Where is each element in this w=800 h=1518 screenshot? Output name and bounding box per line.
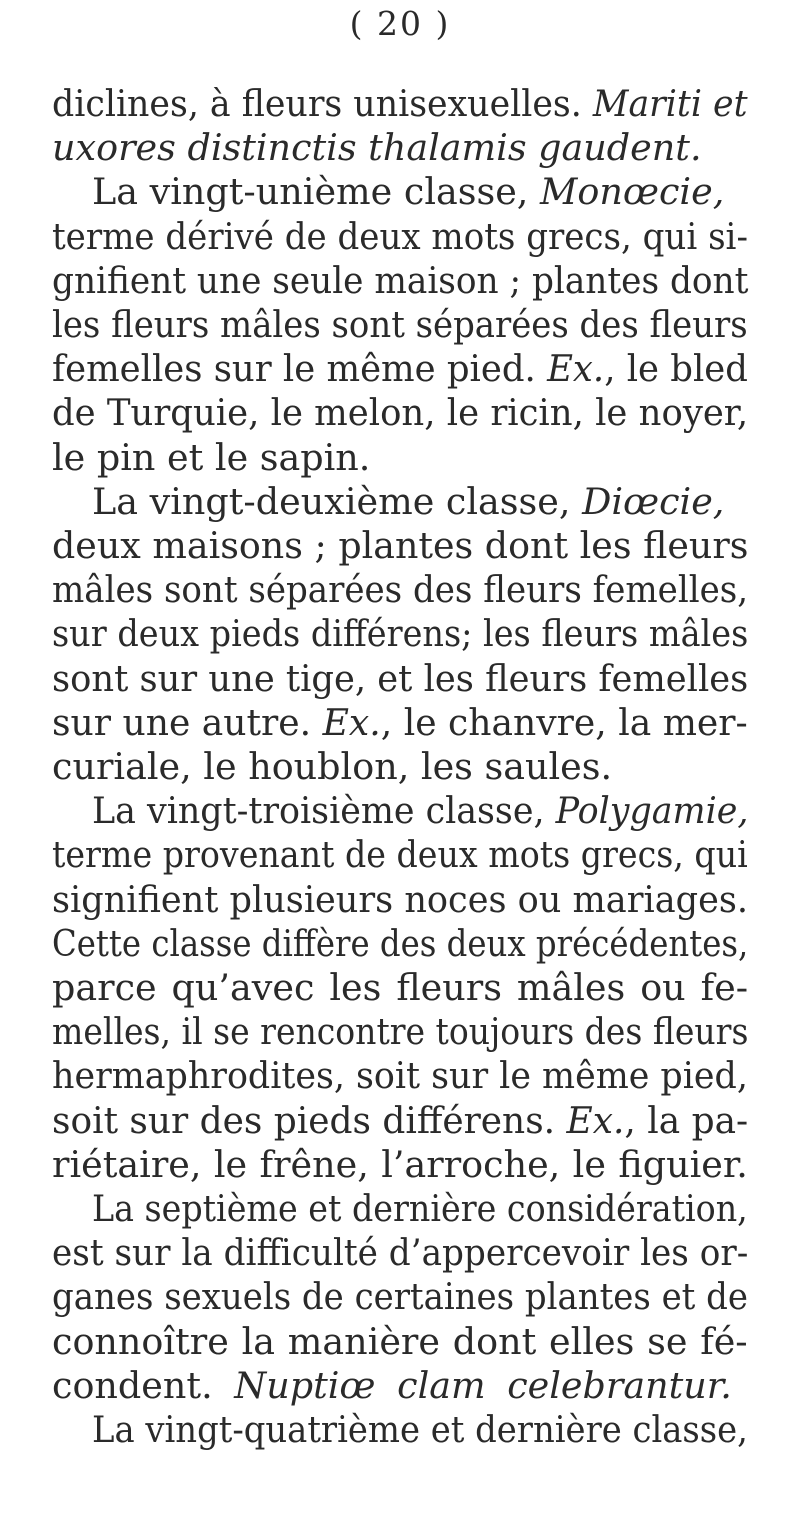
- text-run: de Turquie, le melon, le ricin, le noyer,: [52, 391, 749, 435]
- text-run: curiale, le houblon, les saules.: [52, 745, 613, 788]
- italic-text: Mariti et: [592, 82, 748, 125]
- text-run: La septième et dernière considération,: [92, 1187, 748, 1230]
- text-line: [52, 966, 748, 1010]
- text-run: gnifient une seule maison ; plantes dont: [52, 258, 749, 302]
- text-line: [52, 1010, 748, 1054]
- text-line: [52, 833, 748, 877]
- italic-text: Polygamie,: [555, 789, 749, 833]
- text-run: deux maisons ; plantes dont les fleurs: [52, 524, 749, 567]
- text-line: [52, 657, 748, 701]
- text-line: [52, 1275, 748, 1319]
- italic-text: Monœcie,: [540, 170, 725, 214]
- text-run: La vingt-troisième classe,: [92, 789, 556, 833]
- page-number: ( 20 ): [349, 4, 451, 43]
- text-line: [92, 1408, 748, 1452]
- text-run: ganes sexuels de certaines plantes et de: [52, 1275, 748, 1319]
- text-run: femelles sur le même pied.: [52, 347, 548, 391]
- text-line: [52, 391, 748, 435]
- text-line: [52, 612, 748, 656]
- italic-text: Nuptiœ clam celebrantur.: [234, 1363, 732, 1407]
- text-run: melles, il se rencontre toujours des fleurs: [52, 1010, 749, 1054]
- text-line: [92, 170, 724, 214]
- text-line: [52, 524, 748, 568]
- text-line: [52, 303, 748, 347]
- text-run: La vingt-deuxième classe,: [92, 479, 583, 523]
- text-run: condent.: [52, 1363, 235, 1407]
- italic-text: Diœcie,: [582, 479, 725, 523]
- text-run: les fleurs mâles sont séparées des fleurs: [52, 303, 748, 346]
- text-line: [52, 745, 612, 789]
- text-line: [52, 878, 748, 922]
- text-run: sont sur une tige, et les fleurs femelles: [52, 656, 749, 700]
- text-line: [52, 701, 748, 745]
- text-run: signifient plusieurs noces ou mariages.: [52, 877, 748, 921]
- text-run: connoître la manière dont elles se fé-: [52, 1319, 748, 1363]
- text-line: [52, 1099, 748, 1143]
- text-run: le pin et le sapin.: [52, 435, 371, 479]
- text-line: [52, 1231, 748, 1275]
- text-run: La vingt-unième classe,: [92, 170, 541, 214]
- italic-text: Ex.: [547, 347, 605, 391]
- text-line: [52, 126, 702, 170]
- text-run: , la pa-: [624, 1098, 749, 1142]
- italic-text: Ex.: [566, 1098, 625, 1142]
- text-line: [92, 789, 748, 833]
- text-run: sur deux pieds différens; les fleurs mâles: [52, 612, 749, 656]
- text-run: mâles sont séparées des fleurs femelles,: [52, 568, 749, 612]
- text-run: terme dérivé de deux mots grecs, qui si-: [52, 214, 748, 258]
- italic-text: uxores distinctis thalamis gaudent.: [52, 126, 702, 170]
- text-line: [52, 1320, 748, 1364]
- text-line: [52, 215, 748, 259]
- italic-text: Ex.: [322, 700, 381, 744]
- text-run: terme provenant de deux mots grecs, qui: [52, 833, 748, 877]
- text-run: Cette classe diffère des deux précédentes,: [52, 921, 749, 965]
- text-line: [52, 1054, 748, 1098]
- text-run: est sur la difficulté d’appercevoir les or-: [52, 1231, 749, 1275]
- text-run: sur une autre.: [52, 700, 323, 744]
- text-run: soit sur des pieds différens.: [52, 1098, 567, 1142]
- text-line: [52, 259, 748, 303]
- text-run: hermaphrodites, soit sur le même pied,: [52, 1054, 748, 1098]
- text-run: , le bled: [604, 347, 748, 391]
- text-line: [52, 347, 748, 391]
- text-run: parce qu’avec les fleurs mâles ou fe-: [52, 966, 749, 1009]
- text-line: [92, 480, 724, 524]
- text-run: La vingt-quatrième et dernière classe,: [92, 1408, 748, 1451]
- text-line: [52, 82, 748, 126]
- text-run: , le chanvre, la mer-: [380, 700, 748, 744]
- text-line: [92, 1187, 748, 1231]
- text-line: [52, 922, 748, 966]
- text-run: riétaire, le frêne, l’arroche, le figuier.: [52, 1142, 748, 1186]
- text-line: [52, 436, 370, 480]
- text-line: [52, 1143, 748, 1187]
- text-line: [52, 1364, 732, 1408]
- text-run: diclines, à fleurs unisexuelles.: [52, 82, 593, 125]
- text-line: [52, 568, 748, 612]
